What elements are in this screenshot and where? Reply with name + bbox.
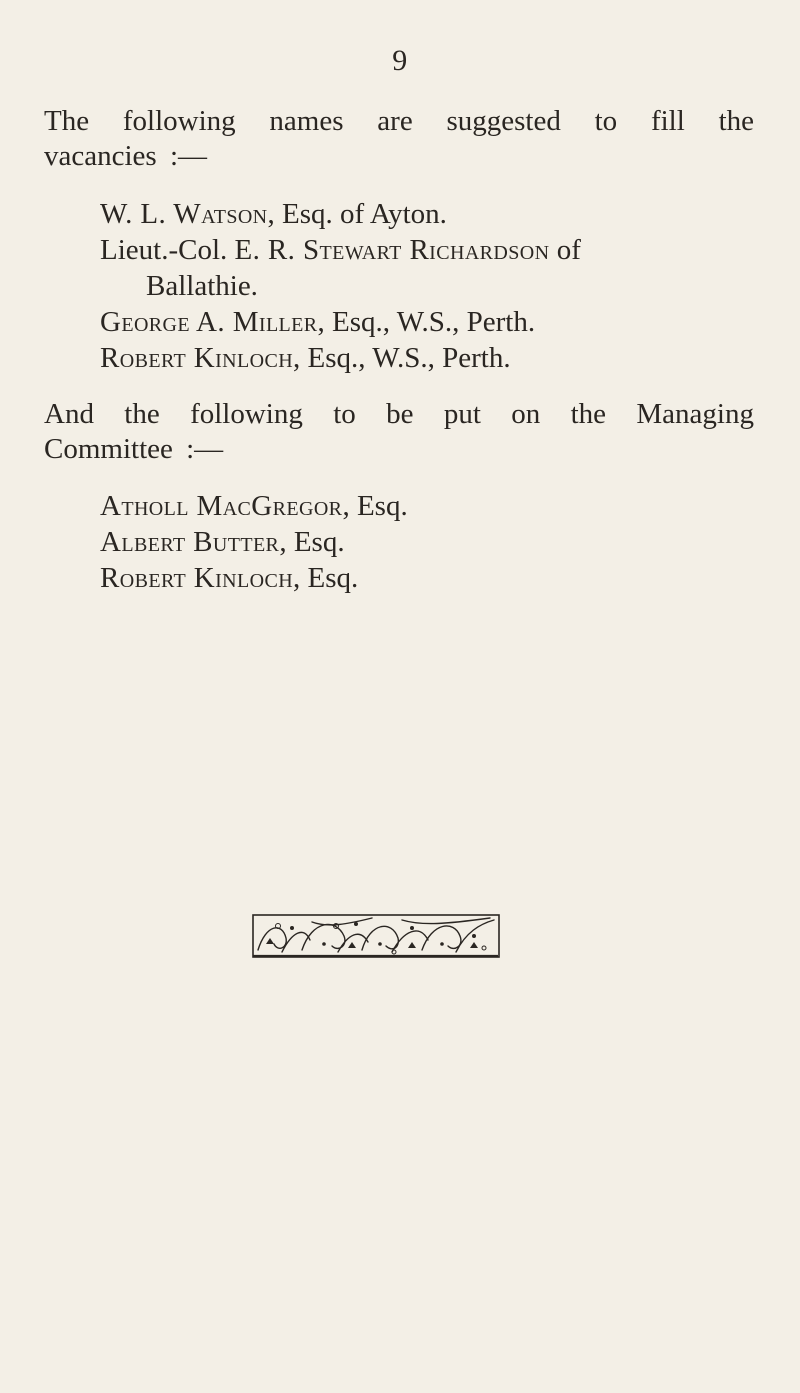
name-suffix: , Esq. xyxy=(279,526,345,558)
person-name: Robert Kinloch xyxy=(100,342,294,374)
name-suffix: , Esq., W.S., Perth. xyxy=(293,342,511,374)
person-name: W. L. Watson xyxy=(100,198,268,230)
committee-name-item xyxy=(100,488,760,524)
intro-paragraph xyxy=(44,104,754,174)
person-name: Albert Butter xyxy=(100,526,280,558)
intro-line-2: vacancies :— xyxy=(44,140,208,172)
name-suffix: , Esq., W.S., Perth. xyxy=(317,306,536,338)
vacancy-name-item xyxy=(100,340,760,376)
name-suffix: of xyxy=(549,234,581,266)
committee-line-2: Committee :— xyxy=(44,433,224,465)
decorative-ornament xyxy=(252,914,500,958)
committee-name-item xyxy=(100,524,760,560)
name-suffix: , Esq. xyxy=(342,490,408,522)
person-name: Robert Kinloch xyxy=(100,562,294,594)
name-prefix: Lieut.-Col. xyxy=(100,234,235,266)
name-suffix: , Esq. xyxy=(293,562,359,594)
intro-line-1: The following names are suggested to fill the xyxy=(44,105,754,137)
vacancy-name-item xyxy=(100,196,760,232)
vacancy-name-item xyxy=(100,232,760,304)
committee-names-list xyxy=(100,488,760,596)
page-number: 9 xyxy=(392,44,408,77)
committee-line-1: And the following to be put on the Managing xyxy=(44,398,754,430)
committee-paragraph xyxy=(44,397,754,467)
committee-name-item xyxy=(100,560,760,596)
person-name: Atholl MacGregor xyxy=(100,490,343,522)
name-suffix: , Esq. of Ayton. xyxy=(267,198,447,230)
person-name: E. R. Stewart Richardson xyxy=(234,234,550,266)
vacancy-name-item xyxy=(100,304,760,340)
person-name: George A. Miller xyxy=(100,306,318,338)
name-continuation: Ballathie. xyxy=(146,270,258,302)
vacancy-names-list xyxy=(100,196,760,376)
